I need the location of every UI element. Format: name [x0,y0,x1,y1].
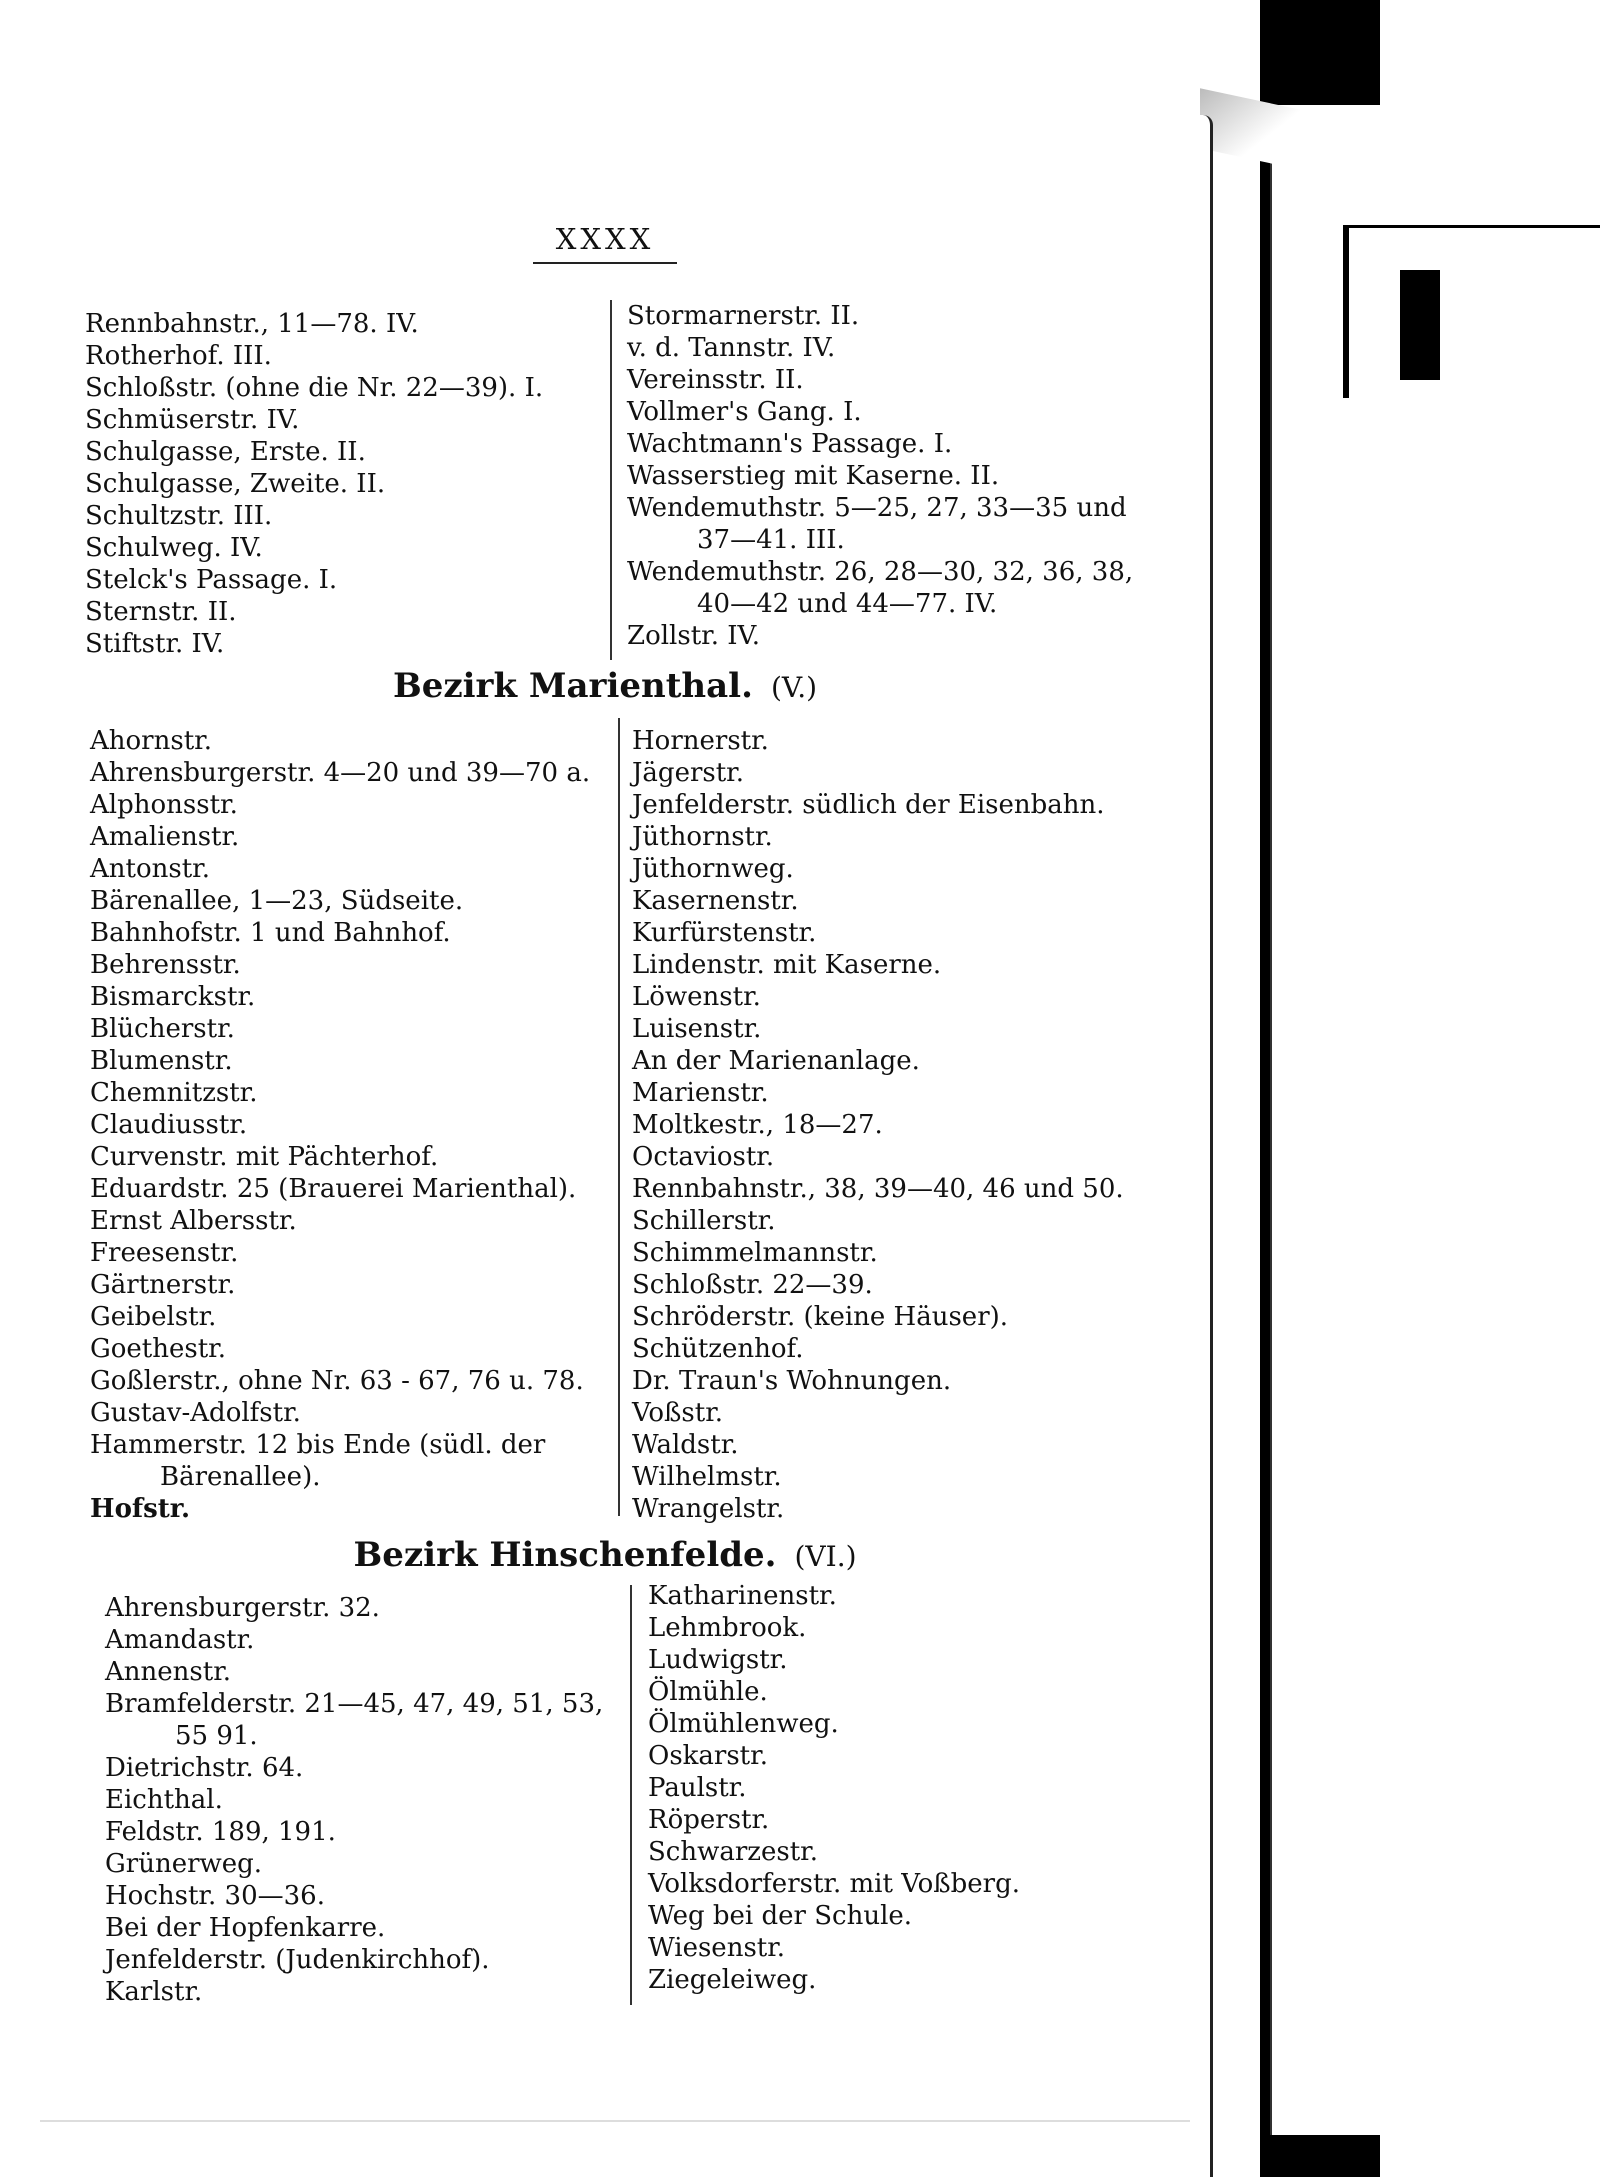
street-entry: Lindenstr. mit Kaserne. [632,950,942,980]
street-entry: Oskarstr. [648,1741,768,1771]
street-entry: Wendemuthstr. 5—25, 27, 33—35 und [627,493,1127,523]
street-entry: Jüthornstr. [632,822,773,852]
street-entry: Schulgasse, Zweite. II. [85,469,386,499]
street-entry: Volksdorferstr. mit Voßberg. [648,1869,1020,1899]
street-entry: Schulgasse, Erste. II. [85,437,366,467]
street-entry: Wrangelstr. [632,1494,785,1524]
street-entry: Gärtnerstr. [90,1270,236,1300]
street-entry: Marienstr. [632,1078,769,1108]
street-entry: Bismarckstr. [90,982,256,1012]
street-entry: Rennbahnstr., 38, 39—40, 46 und 50. [632,1174,1124,1204]
street-entry: Grünerweg. [105,1849,263,1879]
street-entry: Schmüserstr. IV. [85,405,300,435]
street-entry: Blücherstr. [90,1014,235,1044]
street-entry: Stelck's Passage. I. [85,565,338,595]
street-entry: Dr. Traun's Wohnungen. [632,1366,952,1396]
street-entry: Goethestr. [90,1334,227,1364]
street-entry: Wendemuthstr. 26, 28—30, 32, 36, 38, [627,557,1134,587]
street-entry: Löwenstr. [632,982,761,1012]
street-entry: Rennbahnstr., 11—78. IV. [85,309,419,339]
street-entry: Luisenstr. [632,1014,762,1044]
street-entry: Antonstr. [90,854,210,884]
street-entry: Weg bei der Schule. [648,1901,913,1931]
street-entry: Paulstr. [648,1773,747,1803]
street-entry: Ahornstr. [90,726,212,756]
street-entry: Dietrichstr. 64. [105,1753,304,1783]
street-entry: Schimmelmannstr. [632,1238,878,1268]
block1-right-column [627,300,1133,652]
street-entry: Amandastr. [105,1625,255,1655]
street-entry: Schloßstr. 22—39. [632,1270,873,1300]
street-entry: Jenfelderstr. (Judenkirchhof). [105,1945,490,1975]
street-entry: Gustav-Adolfstr. [90,1398,301,1428]
street-entry: Ludwigstr. [648,1645,788,1675]
street-entry: Ernst Albersstr. [90,1206,297,1236]
next-page-letter-fragment [1400,270,1440,380]
street-entry: Jüthornweg. [632,854,794,884]
section-title: Bezirk Marienthal. [392,666,753,706]
marienthal-left-column [90,725,590,1525]
street-entry: Lehmbrook. [648,1613,807,1643]
street-entry: Ölmühlenweg. [648,1709,839,1739]
hinschenfelde-right-column [648,1580,1020,1996]
page-number: XXXX [555,222,655,256]
street-entry: Octaviostr. [632,1142,775,1172]
page-bottom-edge [40,2120,1190,2122]
street-entry: An der Marienanlage. [632,1046,920,1076]
marienthal-right-column [632,725,1124,1525]
street-entry: Kurfürstenstr. [632,918,817,948]
column-divider [610,300,612,660]
street-entry: Bramfelderstr. 21—45, 47, 49, 51, 53, [105,1689,604,1719]
street-entry: Stormarnerstr. II. [627,301,860,331]
section-title: Bezirk Hinschenfelde. [353,1535,777,1575]
street-entry: Bärenallee, 1—23, Südseite. [90,886,464,916]
street-entry: Sternstr. II. [85,597,237,627]
street-entry: Bei der Hopfenkarre. [105,1913,386,1943]
section-heading-hinschenfelde [0,1535,1210,1575]
street-entry: Alphonsstr. [90,790,238,820]
street-entry: Schulweg. IV. [85,533,263,563]
street-entry: Freesenstr. [90,1238,239,1268]
street-entry: Blumenstr. [90,1046,233,1076]
street-entry: Voßstr. [632,1398,724,1428]
street-entry: Schwarzestr. [648,1837,819,1867]
street-entry-continuation: 37—41. III. [697,525,845,555]
street-entry: Bahnhofstr. 1 und Bahnhof. [90,918,451,948]
street-entry: Behrensstr. [90,950,241,980]
next-page-edge [1270,105,1600,2135]
street-entry-continuation: 40—42 und 44—77. IV. [697,589,998,619]
street-entry: Eichthal. [105,1785,223,1815]
street-entry: Vereinsstr. II. [627,365,804,395]
street-entry: Wachtmann's Passage. I. [627,429,953,459]
column-divider [618,718,620,1516]
street-entry: Curvenstr. mit Pächterhof. [90,1142,439,1172]
street-entry: Zollstr. IV. [627,621,761,651]
street-entry: Hochstr. 30—36. [105,1881,325,1911]
street-entry: Feldstr. 189, 191. [105,1817,336,1847]
street-entry: Vollmer's Gang. I. [627,397,862,427]
street-entry: Schillerstr. [632,1206,776,1236]
street-entry: Jägerstr. [632,758,745,788]
street-entry: Goßlerstr., ohne Nr. 63 - 67, 76 u. 78. [90,1366,584,1396]
street-entry: Chemnitzstr. [90,1078,258,1108]
street-entry: Schloßstr. (ohne die Nr. 22—39). I. [85,373,544,403]
column-divider [630,1585,632,2005]
street-entry: Wilhelmstr. [632,1462,782,1492]
street-entry: Ahrensburgerstr. 32. [105,1593,380,1623]
section-district-number: (VI.) [794,1540,857,1573]
street-entry: Schultzstr. III. [85,501,273,531]
street-entry: Kasernenstr. [632,886,799,916]
section-district-number: (V.) [770,671,818,704]
street-entry: Schröderstr. (keine Häuser). [632,1302,1009,1332]
street-entry: Katharinenstr. [648,1581,837,1611]
street-entry: Schützenhof. [632,1334,804,1364]
street-entry: Stiftstr. IV. [85,629,225,659]
hinschenfelde-left-column [105,1592,603,2008]
street-entry: Waldstr. [632,1430,739,1460]
street-entry: Hornerstr. [632,726,769,756]
street-entry: Annenstr. [105,1657,232,1687]
street-entry: Rotherhof. III. [85,341,272,371]
street-entry: Ahrensburgerstr. 4—20 und 39—70 a. [90,758,591,788]
street-entry: Ziegeleiweg. [648,1965,817,1995]
street-entry: Amalienstr. [90,822,240,852]
street-entry: Jenfelderstr. südlich der Eisenbahn. [632,790,1105,820]
street-entry: Claudiusstr. [90,1110,248,1140]
street-entry: Karlstr. [105,1977,203,2007]
street-entry: Wiesenstr. [648,1933,786,1963]
street-entry: Wasserstieg mit Kaserne. II. [627,461,1000,491]
block1-left-column [85,308,543,660]
street-entry: Röperstr. [648,1805,770,1835]
street-entry-continuation: Bärenallee). [160,1462,321,1492]
street-entry: Moltkestr., 18—27. [632,1110,883,1140]
street-entry: Ölmühle. [648,1677,768,1707]
street-entry: v. d. Tannstr. IV. [627,333,836,363]
section-heading-marienthal [0,666,1210,706]
street-entry: Hammerstr. 12 bis Ende (südl. der [90,1430,546,1460]
page-number-rule [533,262,677,264]
next-page-frame [1343,225,1600,398]
street-entry: Geibelstr. [90,1302,217,1332]
street-entry-continuation: 55 91. [175,1721,258,1751]
street-entry: Hofstr. [90,1494,191,1524]
street-entry: Eduardstr. 25 (Brauerei Marienthal). [90,1174,577,1204]
